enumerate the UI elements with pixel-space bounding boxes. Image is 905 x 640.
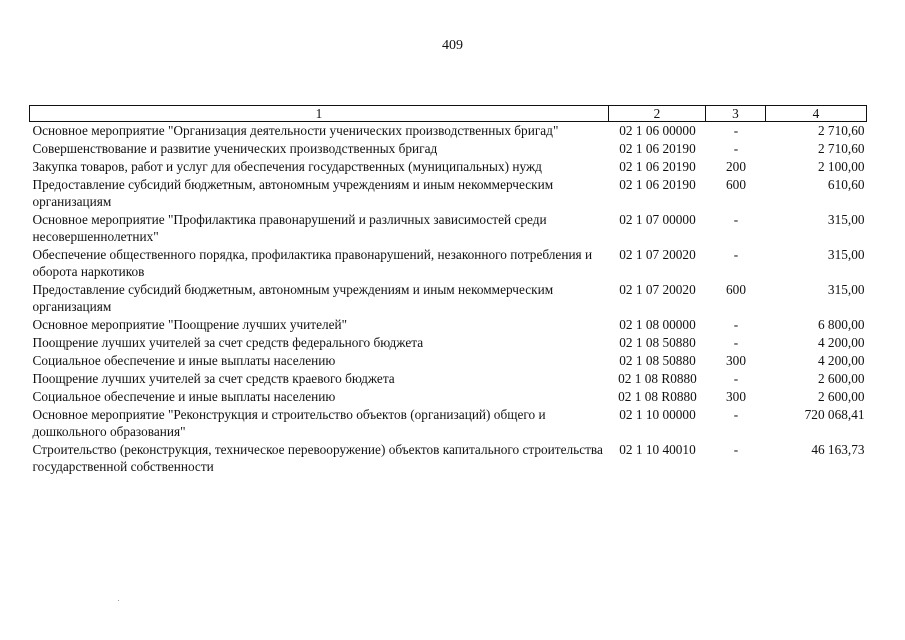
row-sum: 46 163,73 [811, 442, 865, 457]
row-name: Социальное обеспечение и иные выплаты населению [32, 389, 336, 404]
table-row [30, 281, 867, 316]
row-name: Основное мероприятие "Профилактика правонарушений и различных зависимостей среди несовершеннолетних" [32, 212, 547, 244]
row-type: - [733, 442, 739, 457]
scan-speck [118, 600, 119, 601]
row-name: Предоставление субсидий бюджетным, автономным учреждениям и иным некоммерческим организациям [32, 177, 554, 209]
table-row [30, 388, 867, 406]
row-type: 300 [726, 353, 746, 368]
row-code: 02 1 08 R0880 [618, 371, 697, 386]
table-row [30, 316, 867, 334]
header-row [30, 106, 867, 122]
row-sum: 315,00 [827, 247, 865, 262]
row-code: 02 1 10 40010 [619, 442, 696, 457]
row-name: Строительство (реконструкция, техническое перевооружение) объектов капитального строительства государственной собственности [32, 442, 603, 474]
table-row [30, 441, 867, 476]
table-row [30, 176, 867, 211]
header-col-3: 3 [706, 106, 766, 122]
row-sum: 4 200,00 [817, 335, 865, 350]
table-row [30, 406, 867, 441]
row-code: 02 1 10 00000 [619, 407, 696, 422]
table-header [30, 106, 867, 122]
table-row [30, 370, 867, 388]
row-name: Основное мероприятие "Организация деятельности ученических производственных бригад" [32, 123, 559, 138]
row-type: 600 [726, 282, 746, 297]
page-number: 409 [442, 38, 463, 53]
row-sum: 2 710,60 [817, 123, 865, 138]
row-code: 02 1 06 20190 [619, 177, 696, 192]
row-code: 02 1 06 00000 [619, 123, 696, 138]
row-type: 600 [726, 177, 746, 192]
row-name: Обеспечение общественного порядка, профилактика правонарушений, незаконного потребления и оборота наркотиков [32, 247, 593, 279]
row-type: - [733, 212, 739, 227]
table-row [30, 158, 867, 176]
table-row [30, 334, 867, 352]
table-row [30, 140, 867, 158]
row-type: - [733, 141, 739, 156]
row-type: - [733, 317, 739, 332]
header-col-1: 1 [30, 106, 609, 122]
row-sum: 2 100,00 [817, 159, 865, 174]
row-sum: 2 600,00 [817, 389, 865, 404]
row-type: - [733, 335, 739, 350]
table-body [30, 122, 867, 477]
table-row [30, 352, 867, 370]
row-code: 02 1 06 20190 [619, 159, 696, 174]
row-type: - [733, 247, 739, 262]
row-sum: 2 710,60 [817, 141, 865, 156]
row-type: - [733, 407, 739, 422]
row-type: - [733, 371, 739, 386]
row-type: 300 [726, 389, 746, 404]
row-sum: 610,60 [827, 177, 865, 192]
row-sum: 315,00 [827, 282, 865, 297]
row-code: 02 1 06 20190 [619, 141, 696, 156]
row-type: 200 [726, 159, 746, 174]
table-row [30, 122, 867, 141]
row-code: 02 1 07 20020 [619, 282, 696, 297]
row-type: - [733, 123, 739, 138]
row-name: Совершенствование и развитие ученических производственных бригад [32, 141, 438, 156]
row-code: 02 1 08 R0880 [618, 389, 697, 404]
table-row [30, 246, 867, 281]
row-sum: 315,00 [827, 212, 865, 227]
row-sum: 2 600,00 [817, 371, 865, 386]
row-code: 02 1 08 50880 [619, 335, 696, 350]
row-code: 02 1 08 50880 [619, 353, 696, 368]
table-row [30, 211, 867, 246]
row-code: 02 1 07 00000 [619, 212, 696, 227]
budget-table [29, 105, 867, 476]
row-sum: 720 068,41 [804, 407, 865, 422]
row-name: Основное мероприятие "Реконструкция и строительство объектов (организаций) общего и дошкольного образования" [32, 407, 546, 439]
header-col-2: 2 [609, 106, 706, 122]
row-code: 02 1 08 00000 [619, 317, 696, 332]
row-name: Основное мероприятие "Поощрение лучших учителей" [32, 317, 348, 332]
header-col-4: 4 [766, 106, 867, 122]
row-sum: 4 200,00 [817, 353, 865, 368]
row-name: Поощрение лучших учителей за счет средств федерального бюджета [32, 335, 424, 350]
row-code: 02 1 07 20020 [619, 247, 696, 262]
row-name: Закупка товаров, работ и услуг для обеспечения государственных (муниципальных) нужд [32, 159, 542, 174]
row-name: Социальное обеспечение и иные выплаты населению [32, 353, 336, 368]
row-name: Предоставление субсидий бюджетным, автономным учреждениям и иным некоммерческим организациям [32, 282, 554, 314]
row-sum: 6 800,00 [817, 317, 865, 332]
row-name: Поощрение лучших учителей за счет средств краевого бюджета [32, 371, 395, 386]
